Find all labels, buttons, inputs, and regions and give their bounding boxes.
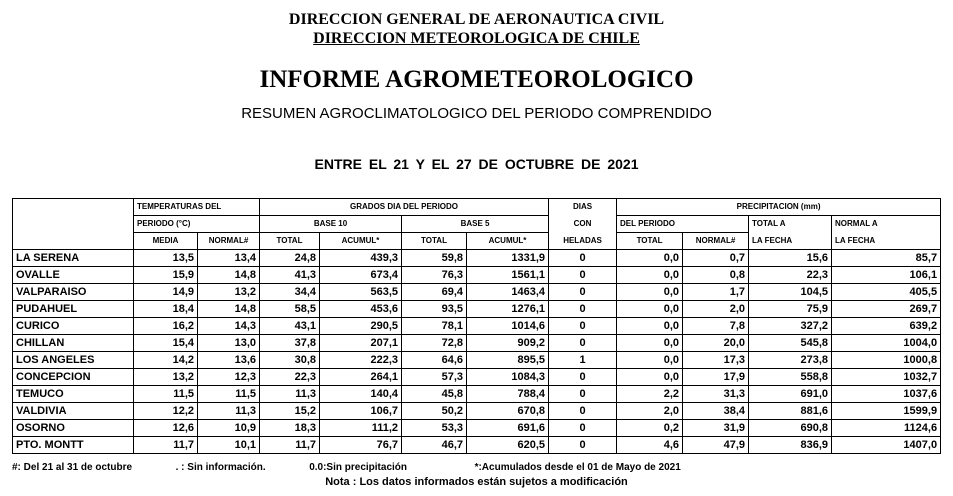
cell-precip-normal: 31,9 [683, 420, 749, 437]
cell-gd5-total: 72,8 [402, 335, 467, 352]
cell-precip-normal: 0,8 [683, 267, 749, 284]
cell-temp-media: 12,2 [134, 403, 198, 420]
cell-temp-media: 15,4 [134, 335, 198, 352]
header-line-1: DIRECCION GENERAL DE AERONAUTICA CIVIL [288, 11, 665, 28]
cell-heladas: 0 [549, 267, 617, 284]
cell-temp-normal: 10,9 [198, 420, 260, 437]
table-row [13, 437, 941, 454]
cell-gd10-total: 11,7 [260, 437, 320, 454]
cell-gd5-acumul: 1331,9 [467, 250, 549, 267]
cell-temp-media: 13,5 [134, 250, 198, 267]
header-precipitacion: PRECIPITACION (mm) [617, 199, 941, 216]
cell-heladas: 0 [549, 318, 617, 335]
cell-station: VALPARAISO [13, 284, 134, 301]
cell-gd10-acumul: 76,7 [320, 437, 402, 454]
cell-gd10-acumul: 563,5 [320, 284, 402, 301]
table-row [13, 301, 941, 318]
cell-gd5-acumul: 1561,1 [467, 267, 549, 284]
cell-precip-normal-a-fecha: 106,1 [832, 267, 941, 284]
cell-precip-normal: 7,8 [683, 318, 749, 335]
cell-precip-total-a-fecha: 104,5 [749, 284, 832, 301]
table-row [13, 284, 941, 301]
table-row [13, 335, 941, 352]
table-row [13, 352, 941, 369]
report-period: ENTRE EL 21 Y EL 27 DE OCTUBRE DE 2021 [314, 156, 639, 172]
cell-gd5-total: 93,5 [402, 301, 467, 318]
cell-precip-normal: 0,7 [683, 250, 749, 267]
cell-precip-total-a-fecha: 15,6 [749, 250, 832, 267]
cell-station: TEMUCO [13, 386, 134, 403]
cell-precip-normal: 38,4 [683, 403, 749, 420]
cell-gd10-acumul: 140,4 [320, 386, 402, 403]
cell-precip-normal-a-fecha: 1032,7 [832, 369, 941, 386]
table-row [13, 267, 941, 284]
cell-precip-total: 2,0 [617, 403, 683, 420]
header-base5: BASE 5 [402, 216, 549, 233]
cell-precip-total-a-fecha: 22,3 [749, 267, 832, 284]
header-la-fecha-1: LA FECHA [749, 233, 832, 250]
cell-heladas: 0 [549, 437, 617, 454]
footer-note-sin-info: . : Sin información. [175, 462, 266, 473]
cell-gd10-acumul: 453,6 [320, 301, 402, 318]
cell-precip-normal-a-fecha: 1000,8 [832, 352, 941, 369]
cell-temp-normal: 12,3 [198, 369, 260, 386]
cell-precip-normal: 1,7 [683, 284, 749, 301]
cell-precip-normal: 20,0 [683, 335, 749, 352]
agro-table [12, 198, 941, 454]
header-temp-group: TEMPERATURAS DEL [134, 199, 260, 216]
cell-gd5-acumul: 1084,3 [467, 369, 549, 386]
cell-heladas: 1 [549, 352, 617, 369]
cell-gd10-total: 22,3 [260, 369, 320, 386]
header-normal-a: NORMAL A [832, 216, 941, 233]
cell-gd5-total: 50,2 [402, 403, 467, 420]
cell-temp-media: 13,2 [134, 369, 198, 386]
cell-gd10-total: 41,3 [260, 267, 320, 284]
cell-precip-total-a-fecha: 327,2 [749, 318, 832, 335]
header-con: CON [549, 216, 617, 233]
report-subtitle: RESUMEN AGROCLIMATOLOGICO DEL PERIODO COMPRENDIDO [241, 105, 712, 122]
header-normal: NORMAL# [198, 233, 260, 250]
cell-temp-media: 14,9 [134, 284, 198, 301]
header-dias: DIAS [549, 199, 617, 216]
cell-temp-media: 14,2 [134, 352, 198, 369]
cell-gd5-total: 69,4 [402, 284, 467, 301]
header-heladas: HELADAS [549, 233, 617, 250]
cell-precip-total-a-fecha: 273,8 [749, 352, 832, 369]
cell-temp-media: 11,5 [134, 386, 198, 403]
cell-station: PUDAHUEL [13, 301, 134, 318]
cell-temp-normal: 14,3 [198, 318, 260, 335]
cell-gd5-acumul: 1276,1 [467, 301, 549, 318]
cell-heladas: 0 [549, 284, 617, 301]
table-row [13, 386, 941, 403]
header-line-2: DIRECCION METEOROLOGICA DE CHILE [313, 30, 640, 47]
cell-gd5-total: 78,1 [402, 318, 467, 335]
cell-station: VALDIVIA [13, 403, 134, 420]
cell-temp-normal: 11,5 [198, 386, 260, 403]
cell-gd5-acumul: 909,2 [467, 335, 549, 352]
cell-station: OVALLE [13, 267, 134, 284]
cell-precip-normal: 17,3 [683, 352, 749, 369]
cell-gd5-total: 53,3 [402, 420, 467, 437]
cell-precip-total: 0,2 [617, 420, 683, 437]
cell-precip-total: 0,0 [617, 352, 683, 369]
cell-temp-normal: 13,6 [198, 352, 260, 369]
cell-gd10-total: 30,8 [260, 352, 320, 369]
cell-gd5-acumul: 1463,4 [467, 284, 549, 301]
cell-temp-normal: 11,3 [198, 403, 260, 420]
cell-precip-normal: 2,0 [683, 301, 749, 318]
cell-precip-total: 2,2 [617, 386, 683, 403]
footer-notes [12, 462, 681, 473]
header-media: MEDIA [134, 233, 198, 250]
table-row [13, 318, 941, 335]
cell-gd5-acumul: 788,4 [467, 386, 549, 403]
cell-gd10-acumul: 264,1 [320, 369, 402, 386]
cell-gd10-total: 11,3 [260, 386, 320, 403]
table-body [13, 250, 941, 454]
cell-station: LA SERENA [13, 250, 134, 267]
cell-precip-total-a-fecha: 75,9 [749, 301, 832, 318]
cell-precip-total: 0,0 [617, 318, 683, 335]
cell-gd5-acumul: 1014,6 [467, 318, 549, 335]
cell-heladas: 0 [549, 335, 617, 352]
cell-station: CONCEPCION [13, 369, 134, 386]
cell-temp-normal: 14,8 [198, 267, 260, 284]
cell-precip-normal: 47,9 [683, 437, 749, 454]
header-total-a: TOTAL A [749, 216, 832, 233]
cell-gd10-total: 24,8 [260, 250, 320, 267]
cell-heladas: 0 [549, 420, 617, 437]
header-temp-group-2: PERIODO (°C) [134, 216, 260, 233]
cell-gd10-acumul: 290,5 [320, 318, 402, 335]
cell-precip-normal-a-fecha: 1407,0 [832, 437, 941, 454]
footer-note-sin-precip: 0.0:Sin precipitación [309, 462, 408, 473]
cell-precip-total-a-fecha: 691,0 [749, 386, 832, 403]
cell-gd5-acumul: 620,5 [467, 437, 549, 454]
cell-temp-media: 16,2 [134, 318, 198, 335]
cell-precip-normal-a-fecha: 1599,9 [832, 403, 941, 420]
header-base10: BASE 10 [260, 216, 402, 233]
cell-gd5-total: 45,8 [402, 386, 467, 403]
cell-precip-normal-a-fecha: 639,2 [832, 318, 941, 335]
cell-station: OSORNO [13, 420, 134, 437]
table-row [13, 250, 941, 267]
cell-gd10-acumul: 439,3 [320, 250, 402, 267]
cell-station: LOS ANGELES [13, 352, 134, 369]
table-row [13, 369, 941, 386]
report-title: INFORME AGROMETEOROLOGICO [259, 66, 694, 93]
cell-temp-normal: 13,4 [198, 250, 260, 267]
cell-gd10-total: 37,8 [260, 335, 320, 352]
cell-precip-total: 0,0 [617, 369, 683, 386]
cell-precip-total: 0,0 [617, 250, 683, 267]
cell-heladas: 0 [549, 369, 617, 386]
cell-heladas: 0 [549, 301, 617, 318]
cell-heladas: 0 [549, 250, 617, 267]
cell-precip-normal-a-fecha: 85,7 [832, 250, 941, 267]
cell-gd10-total: 15,2 [260, 403, 320, 420]
cell-temp-normal: 10,1 [198, 437, 260, 454]
header-acumul-b10: ACUMUL* [320, 233, 402, 250]
footer-note-period: #: Del 21 al 31 de octubre [12, 462, 133, 473]
cell-gd5-acumul: 670,8 [467, 403, 549, 420]
cell-precip-normal-a-fecha: 1004,0 [832, 335, 941, 352]
cell-temp-media: 11,7 [134, 437, 198, 454]
cell-precip-total-a-fecha: 836,9 [749, 437, 832, 454]
cell-precip-normal: 17,9 [683, 369, 749, 386]
header-p-normal: NORMAL# [683, 233, 749, 250]
table-row [13, 403, 941, 420]
cell-precip-total-a-fecha: 558,8 [749, 369, 832, 386]
cell-gd10-acumul: 106,7 [320, 403, 402, 420]
header-acumul-b5: ACUMUL* [467, 233, 549, 250]
cell-temp-media: 12,6 [134, 420, 198, 437]
header-total-b10: TOTAL [260, 233, 320, 250]
cell-gd5-total: 59,8 [402, 250, 467, 267]
cell-precip-total: 4,6 [617, 437, 683, 454]
cell-temp-normal: 13,0 [198, 335, 260, 352]
cell-temp-media: 18,4 [134, 301, 198, 318]
cell-heladas: 0 [549, 386, 617, 403]
cell-gd10-total: 43,1 [260, 318, 320, 335]
cell-precip-total: 0,0 [617, 284, 683, 301]
cell-gd5-total: 64,6 [402, 352, 467, 369]
cell-temp-normal: 13,2 [198, 284, 260, 301]
cell-gd5-total: 57,3 [402, 369, 467, 386]
cell-precip-normal-a-fecha: 1124,6 [832, 420, 941, 437]
cell-gd5-total: 76,3 [402, 267, 467, 284]
cell-gd5-acumul: 895,5 [467, 352, 549, 369]
cell-precip-total: 0,0 [617, 267, 683, 284]
footer-nota: Nota : Los datos informados están sujetos a modificación [325, 476, 628, 488]
cell-gd10-acumul: 207,1 [320, 335, 402, 352]
header-la-fecha-2: LA FECHA [832, 233, 941, 250]
header-del-periodo: DEL PERIODO [617, 216, 749, 233]
cell-precip-total-a-fecha: 881,6 [749, 403, 832, 420]
cell-precip-total: 0,0 [617, 301, 683, 318]
cell-precip-normal-a-fecha: 405,5 [832, 284, 941, 301]
cell-heladas: 0 [549, 403, 617, 420]
cell-precip-normal: 31,3 [683, 386, 749, 403]
cell-precip-normal-a-fecha: 269,7 [832, 301, 941, 318]
cell-temp-media: 15,9 [134, 267, 198, 284]
cell-gd5-total: 46,7 [402, 437, 467, 454]
header-total-b5: TOTAL [402, 233, 467, 250]
cell-gd10-total: 34,4 [260, 284, 320, 301]
cell-temp-normal: 14,8 [198, 301, 260, 318]
footer-note-acumulados: *:Acumulados desde el 01 de Mayo de 2021 [474, 462, 681, 473]
cell-station: CURICO [13, 318, 134, 335]
cell-gd10-acumul: 222,3 [320, 352, 402, 369]
header-p-total: TOTAL [617, 233, 683, 250]
cell-station: PTO. MONTT [13, 437, 134, 454]
cell-gd10-total: 58,5 [260, 301, 320, 318]
table-row [13, 420, 941, 437]
cell-precip-total-a-fecha: 545,8 [749, 335, 832, 352]
cell-gd10-acumul: 673,4 [320, 267, 402, 284]
cell-gd5-acumul: 691,6 [467, 420, 549, 437]
cell-precip-total-a-fecha: 690,8 [749, 420, 832, 437]
cell-gd10-total: 18,3 [260, 420, 320, 437]
cell-station: CHILLAN [13, 335, 134, 352]
header-grados-dia: GRADOS DIA DEL PERIODO [260, 199, 549, 216]
cell-precip-total: 0,0 [617, 335, 683, 352]
cell-gd10-acumul: 111,2 [320, 420, 402, 437]
cell-precip-normal-a-fecha: 1037,6 [832, 386, 941, 403]
